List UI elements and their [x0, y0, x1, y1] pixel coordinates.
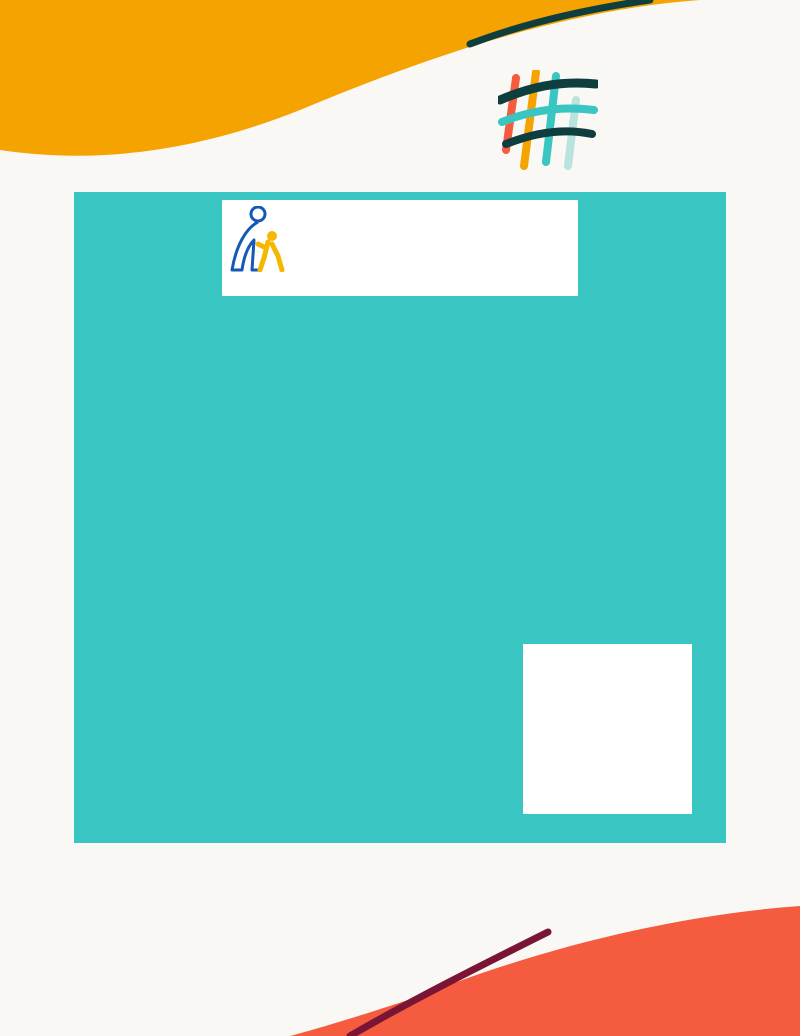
adult-child-figure-icon: [228, 206, 286, 272]
qr-code-icon: [544, 665, 670, 791]
woven-ribbon-icon: [498, 70, 598, 170]
childrens-mercy-logo: [222, 200, 578, 296]
autism-society-logo: [498, 70, 758, 170]
registration-qr-code[interactable]: [523, 644, 692, 814]
event-panel: [74, 192, 726, 843]
bottom-wave-decoration: [0, 836, 800, 1036]
